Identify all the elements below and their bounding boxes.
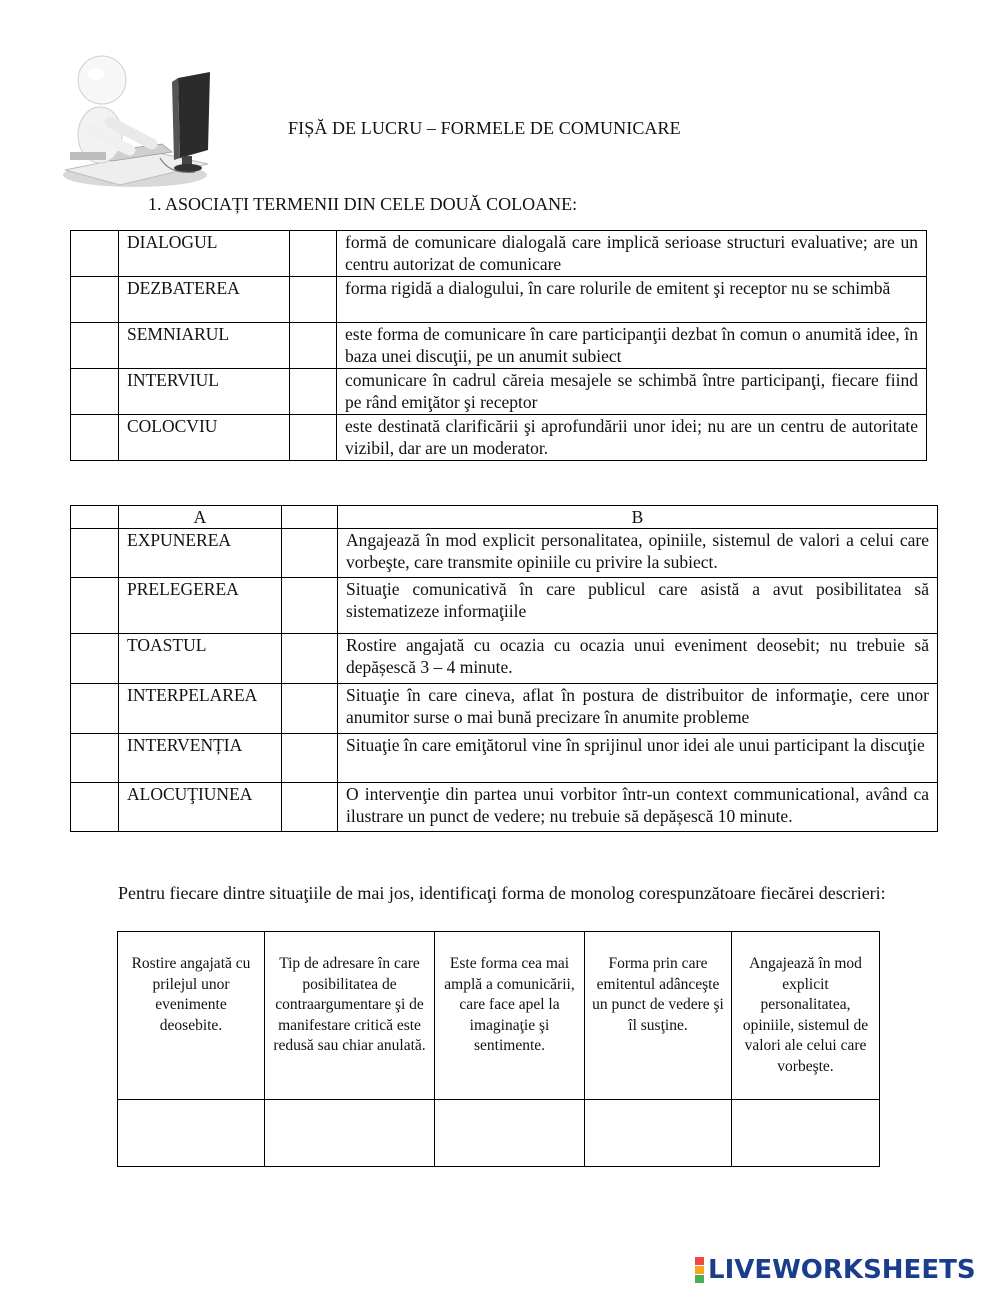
page-title: FIȘĂ DE LUCRU – FORMELE DE COMUNICARE — [288, 118, 681, 138]
liveworksheets-logo-icon — [695, 1257, 704, 1283]
column-a-header: A — [119, 506, 282, 529]
description-cell: Este forma cea mai amplă a comunicării, care face apel la imaginaţie şi sentimente. — [435, 932, 585, 1100]
term-cell: DIALOGUL — [119, 231, 290, 277]
table-row — [71, 734, 938, 783]
term-cell: INTERPELAREA — [119, 684, 282, 734]
answer-cell[interactable] — [118, 1100, 265, 1167]
definition-cell: Situaţie comunicativă în care publicul care asistă a avut posibilitatea să sistematizeze informaţiile — [338, 578, 938, 634]
answer-cell[interactable] — [71, 369, 119, 415]
term-cell: COLOCVIU — [119, 415, 290, 461]
answer-cell[interactable] — [435, 1100, 585, 1167]
answer-cell[interactable] — [290, 277, 337, 323]
logo-block — [695, 1266, 704, 1274]
liveworksheets-brand — [695, 1255, 976, 1285]
task2-instruction: Pentru fiecare dintre situaţiile de mai jos, identificaţi forma de monolog corespunzătoare fiecărei descrieri: — [118, 883, 886, 903]
logo-block — [695, 1257, 704, 1265]
term-cell: INTERVIUL — [119, 369, 290, 415]
answer-cell[interactable] — [282, 529, 338, 578]
answer-cell[interactable] — [71, 578, 119, 634]
task1-heading: 1. ASOCIAȚI TERMENII DIN CELE DOUĂ COLOANE: — [148, 194, 578, 214]
description-cell: Tip de adresare în care posibilitatea de contraargumentare şi de manifestare critică este redusă sau chiar anulată. — [265, 932, 435, 1100]
definition-cell: comunicare în cadrul căreia mesajele se schimbă între participanţi, fiecare fiind pe rând emiţător şi receptor — [337, 369, 927, 415]
table-row — [71, 529, 938, 578]
term-cell: EXPUNEREA — [119, 529, 282, 578]
answer-cell[interactable] — [71, 415, 119, 461]
answer-cell[interactable] — [71, 734, 119, 783]
table-row — [71, 369, 927, 415]
definition-cell: forma rigidă a dialogului, în care rolurile de emitent şi receptor nu se schimbă — [337, 277, 927, 323]
answer-cell[interactable] — [265, 1100, 435, 1167]
definition-cell: O intervenţie din partea unui vorbitor într-un context communicational, având ca ilustrare un punct de vedere; nu trebuie să depășescă 10 minute. — [338, 783, 938, 832]
brand-name: LIVEWORKSHEETS — [708, 1255, 976, 1285]
header-blank-cell — [282, 506, 338, 529]
matching-table-1 — [70, 230, 927, 461]
description-row — [118, 932, 880, 1100]
table-row — [71, 783, 938, 832]
answer-cell[interactable] — [282, 783, 338, 832]
table-row — [71, 578, 938, 634]
term-cell: TOASTUL — [119, 634, 282, 684]
computer-user-icon — [60, 40, 210, 190]
column-b-header: B — [338, 506, 938, 529]
term-cell: DEZBATEREA — [119, 277, 290, 323]
definition-cell: formă de comunicare dialogală care implică serioase structuri evaluative; are un centru autorizat de comunicare — [337, 231, 927, 277]
answer-cell[interactable] — [732, 1100, 880, 1167]
logo-block — [695, 1275, 704, 1283]
table-row — [71, 684, 938, 734]
answer-row — [118, 1100, 880, 1167]
person-at-computer-illustration — [60, 40, 210, 190]
answer-cell[interactable] — [71, 529, 119, 578]
table-header-row — [71, 506, 938, 529]
table-row — [71, 323, 927, 369]
answer-cell[interactable] — [585, 1100, 732, 1167]
answer-cell[interactable] — [290, 231, 337, 277]
answer-cell[interactable] — [282, 634, 338, 684]
answer-cell[interactable] — [282, 684, 338, 734]
term-cell: INTERVENȚIA — [119, 734, 282, 783]
description-cell: Angajează în mod explicit personalitatea, opiniile, sistemul de valori ale celui care vorbeşte. — [732, 932, 880, 1100]
answer-cell[interactable] — [282, 578, 338, 634]
definition-cell: este forma de comunicare în care participanţii dezbat în comun o anumită idee, în baza unei discuţii, pe un anumit subiect — [337, 323, 927, 369]
definition-cell: Situaţie în care emiţătorul vine în sprijinul unor idei ale unui participant la discuţie — [338, 734, 938, 783]
answer-cell[interactable] — [290, 323, 337, 369]
matching-table-2 — [70, 505, 938, 832]
answer-cell[interactable] — [71, 684, 119, 734]
answer-cell[interactable] — [71, 783, 119, 832]
definition-cell: Situaţie în care cineva, aflat în postura de distribuitor de informaţie, cere unor anumitor surse o mai bună precizare în anumite probleme — [338, 684, 938, 734]
term-cell: PRELEGEREA — [119, 578, 282, 634]
answer-cell[interactable] — [71, 634, 119, 684]
definition-cell: este destinată clarificării şi aprofundării unor idei; nu are un centru de autoritate vizibil, dar are un moderator. — [337, 415, 927, 461]
description-cell: Forma prin care emitentul adânceşte un punct de vedere şi îl susţine. — [585, 932, 732, 1100]
header-blank-cell — [71, 506, 119, 529]
answer-cell[interactable] — [71, 231, 119, 277]
answer-cell[interactable] — [290, 369, 337, 415]
table-row — [71, 415, 927, 461]
answer-cell[interactable] — [282, 734, 338, 783]
table-row — [71, 231, 927, 277]
answer-cell[interactable] — [71, 277, 119, 323]
term-cell: SEMNIARUL — [119, 323, 290, 369]
definition-cell: Angajează în mod explicit personalitatea, opiniile, sistemul de valori a celui care vorbeşte, care transmite opiniile cu privire la subiect. — [338, 529, 938, 578]
table-row — [71, 277, 927, 323]
term-cell: ALOCUŢIUNEA — [119, 783, 282, 832]
monolog-forms-table — [117, 931, 880, 1167]
definition-cell: Rostire angajată cu ocazia cu ocazia unui eveniment deosebit; nu trebuie să depășescă 3 – 4 minute. — [338, 634, 938, 684]
table-row — [71, 634, 938, 684]
description-cell: Rostire angajată cu prilejul unor evenimente deosebite. — [118, 932, 265, 1100]
answer-cell[interactable] — [290, 415, 337, 461]
answer-cell[interactable] — [71, 323, 119, 369]
